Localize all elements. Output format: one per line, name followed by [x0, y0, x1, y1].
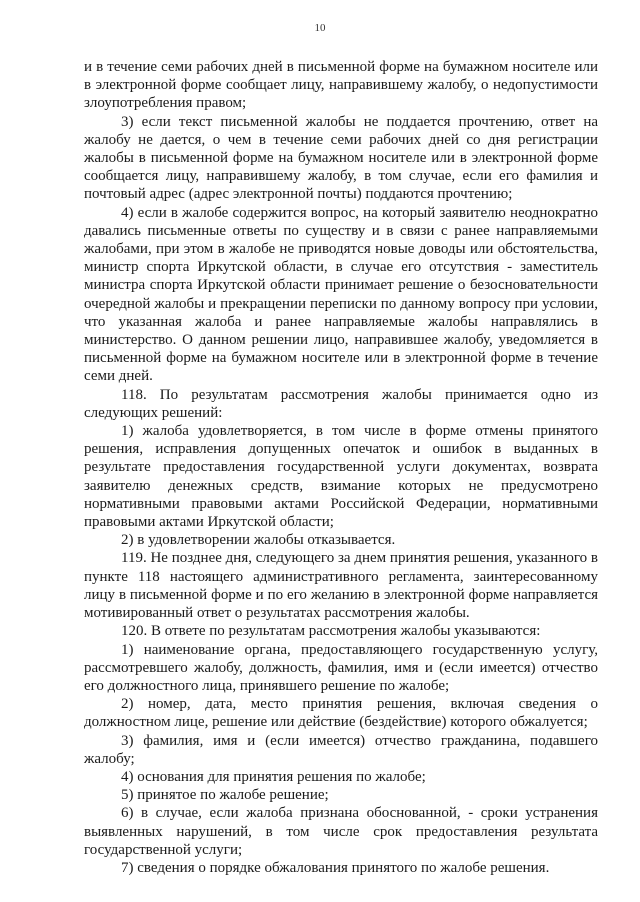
- paragraph-continuation: и в течение семи рабочих дней в письменной форме на бумажном носителе или в электронной форме сообщает лицу, направившему жалобу, о недопустимости злоупотребления правом;: [84, 59, 598, 112]
- paragraph-120-item-4: 4) основания для принятия решения по жалобе;: [121, 768, 426, 785]
- paragraph-118-item-2: 2) в удовлетворении жалобы отказывается.: [121, 532, 396, 549]
- document-body: [84, 58, 598, 877]
- paragraph-120: 120. В ответе по результатам рассмотрения жалобы указываются:: [121, 623, 541, 640]
- paragraph-item-4-repeated-question: 4) если в жалобе содержится вопрос, на который заявителю неоднократно давались письменные ответы по существу и в связи с ранее направляемыми жалобами, при этом в жалобе не приводятся новые доводы или обстоятельства, министр спорта Иркутской области, в случае его отсутствия - заместитель министра спорта Иркутской области принимает решение о безосновательности очередной жалобы и прекращении переписки по данному вопросу при условии, что указанная жалоба и ранее направляемые жалобы направлялись в министерство. О данном решении лицо, направившее жалобу, уведомляется в письменной форме на бумажном носителе или в электронной форме в течение семи дней.: [84, 204, 598, 385]
- paragraph-120-item-5: 5) принятое по жалобе решение;: [121, 787, 329, 804]
- paragraph-118-item-1: 1) жалоба удовлетворяется, в том числе в форме отмены принятого решения, исправления допущенных опечаток и ошибок в выданных в результате предоставления государственной услуги документах, возврата заявителю денежных средств, взимание которых не предусмотрено нормативными правовыми актами Российской Федерации, нормативными правовыми актами Иркутской области;: [84, 423, 598, 531]
- paragraph-item-3-unreadable: 3) если текст письменной жалобы не поддается прочтению, ответ на жалобу не дается, о чем в течение семи рабочих дней со дня регистрации жалобы в письменной форме на бумажном носителе или в электронной форме сообщается лицу, направившему жалобу, в том случае, если его фамилия и почтовый адрес (адрес электронной почты) поддаются прочтению;: [84, 113, 598, 203]
- paragraph-118: 118. По результатам рассмотрения жалобы принимается одно из следующих решений:: [84, 386, 598, 421]
- paragraph-120-item-7: 7) сведения о порядке обжалования принятого по жалобе решения.: [121, 859, 550, 876]
- paragraph-120-item-3: 3) фамилия, имя и (если имеется) отчество гражданина, подавшего жалобу;: [84, 732, 598, 767]
- paragraph-120-item-2: 2) номер, дата, место принятия решения, включая сведения о должностном лице, решение или действие (бездействие) которого обжалуется;: [84, 696, 598, 731]
- paragraph-120-item-6: 6) в случае, если жалоба признана обоснованной, - сроки устранения выявленных нарушений, в том числе срок предоставления результата государственной услуги;: [84, 805, 598, 858]
- page-number: 10: [314, 22, 326, 34]
- paragraph-119: 119. Не позднее дня, следующего за днем принятия решения, указанного в пункте 118 настоящего административного регламента, заинтересованному лицу в письменной форме и по его желанию в электронной форме направляется мотивированный ответ о результатах рассмотрения жалобы.: [84, 550, 598, 622]
- paragraph-120-item-1: 1) наименование органа, предоставляющего государственную услугу, рассмотревшего жалобу, должность, фамилия, имя и (если имеется) отчество его должностного лица, принявшего решение по жалобе;: [84, 641, 598, 694]
